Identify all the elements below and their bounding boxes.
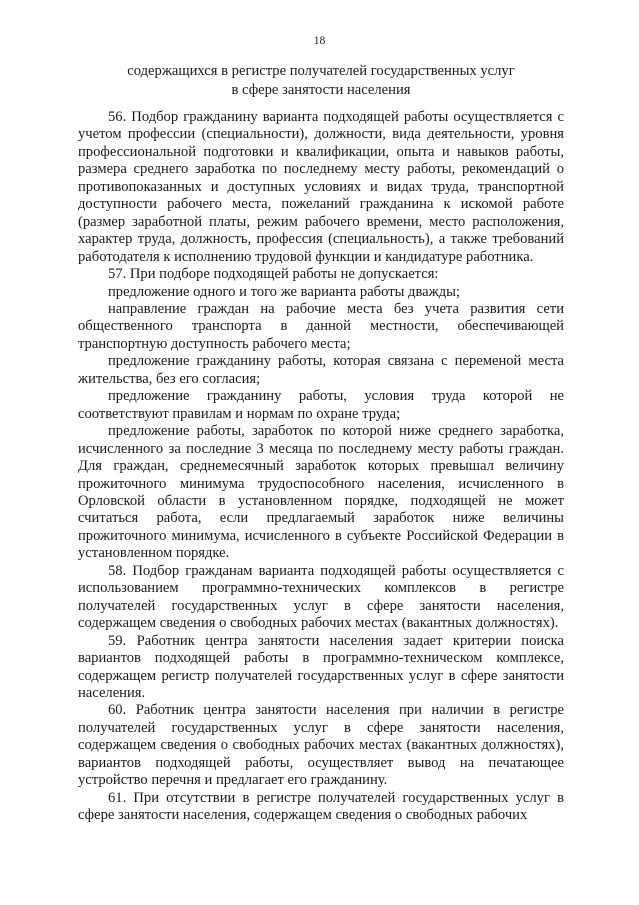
paragraph-56: 56. Подбор гражданину варианта подходящей работы осуществляется с учетом профессии (специальности), должности, вида деятельности, уровня профессиональной подготовки и квалификации, опыта и навыков работы, размера среднего заработка по последнему месту работы, рекомендаций о противопоказанных и доступных условиях и видах труда, транспортной доступности рабочего места, пожеланий гражданина к искомой работе (размер заработной платы, режим рабочего времени, место расположения, характер труда, должность, профессия (специальность), а также требований работодателя к исполнению трудовой функции и кандидатуре работника. <box>78 109 564 265</box>
section-heading <box>78 62 564 100</box>
paragraph-58: 58. Подбор гражданам варианта подходящей работы осуществляется с использованием программно-технических комплексов в регистре получателей государственных услуг в сфере занятости населения, содержащем сведения о свободных рабочих местах (вакантных должностях). <box>78 562 564 632</box>
list-item-labor-safety: предложение гражданину работы, условия труда которой не соответствуют правилам и нормам по охране труда; <box>78 388 564 422</box>
list-item-earnings: предложение работы, заработок по которой ниже среднего заработка, исчисленного за последние 3 месяца по последнему месту работы граждан. Для граждан, среднемесячный заработок которых превышал величину прожиточного минимума трудоспособного населения, исчисленного в Орловской области в установленном порядке, подходящей не может считаться работа, если предлагаемый заработок ниже величины прожиточного минимума, исчисленного в субъекте Российской Федерации в установленном порядке. <box>78 423 564 562</box>
heading-line-1: содержащихся в регистре получателей государственных услуг <box>127 63 515 79</box>
heading-line-2: в сфере занятости населения <box>231 82 411 98</box>
page-number: 18 <box>313 35 326 47</box>
list-item-duplicate-offer: предложение одного и того же варианта работы дважды; <box>108 283 461 300</box>
paragraph-57: 57. При подборе подходящей работы не допускается: <box>108 266 439 283</box>
list-item-relocation: предложение гражданину работы, которая связана с переменой места жительства, без его согласия; <box>78 353 564 387</box>
paragraph-60: 60. Работник центра занятости населения при наличии в регистре получателей государственных услуг в сфере занятости населения, содержащем сведения о свободных рабочих местах (вакантных должностях), вариантов подходящей работы, осуществляет вывод на печатающее устройство перечня и предлагает его гражданину. <box>78 702 564 789</box>
list-item-transport: направление граждан на рабочие места без учета развития сети общественного транспорта в данной местности, обеспечивающей транспортную доступность рабочего места; <box>78 300 564 352</box>
paragraph-61: 61. При отсутствии в регистре получателей государственных услуг в сфере занятости населения, содержащем сведения о свободных рабочих <box>78 789 564 824</box>
paragraph-59: 59. Работник центра занятости населения задает критерии поиска вариантов подходящей работы в программно-техническом комплексе, содержащем регистр получателей государственных услуг в сфере занятости населения. <box>78 632 564 701</box>
document-body <box>78 109 564 825</box>
